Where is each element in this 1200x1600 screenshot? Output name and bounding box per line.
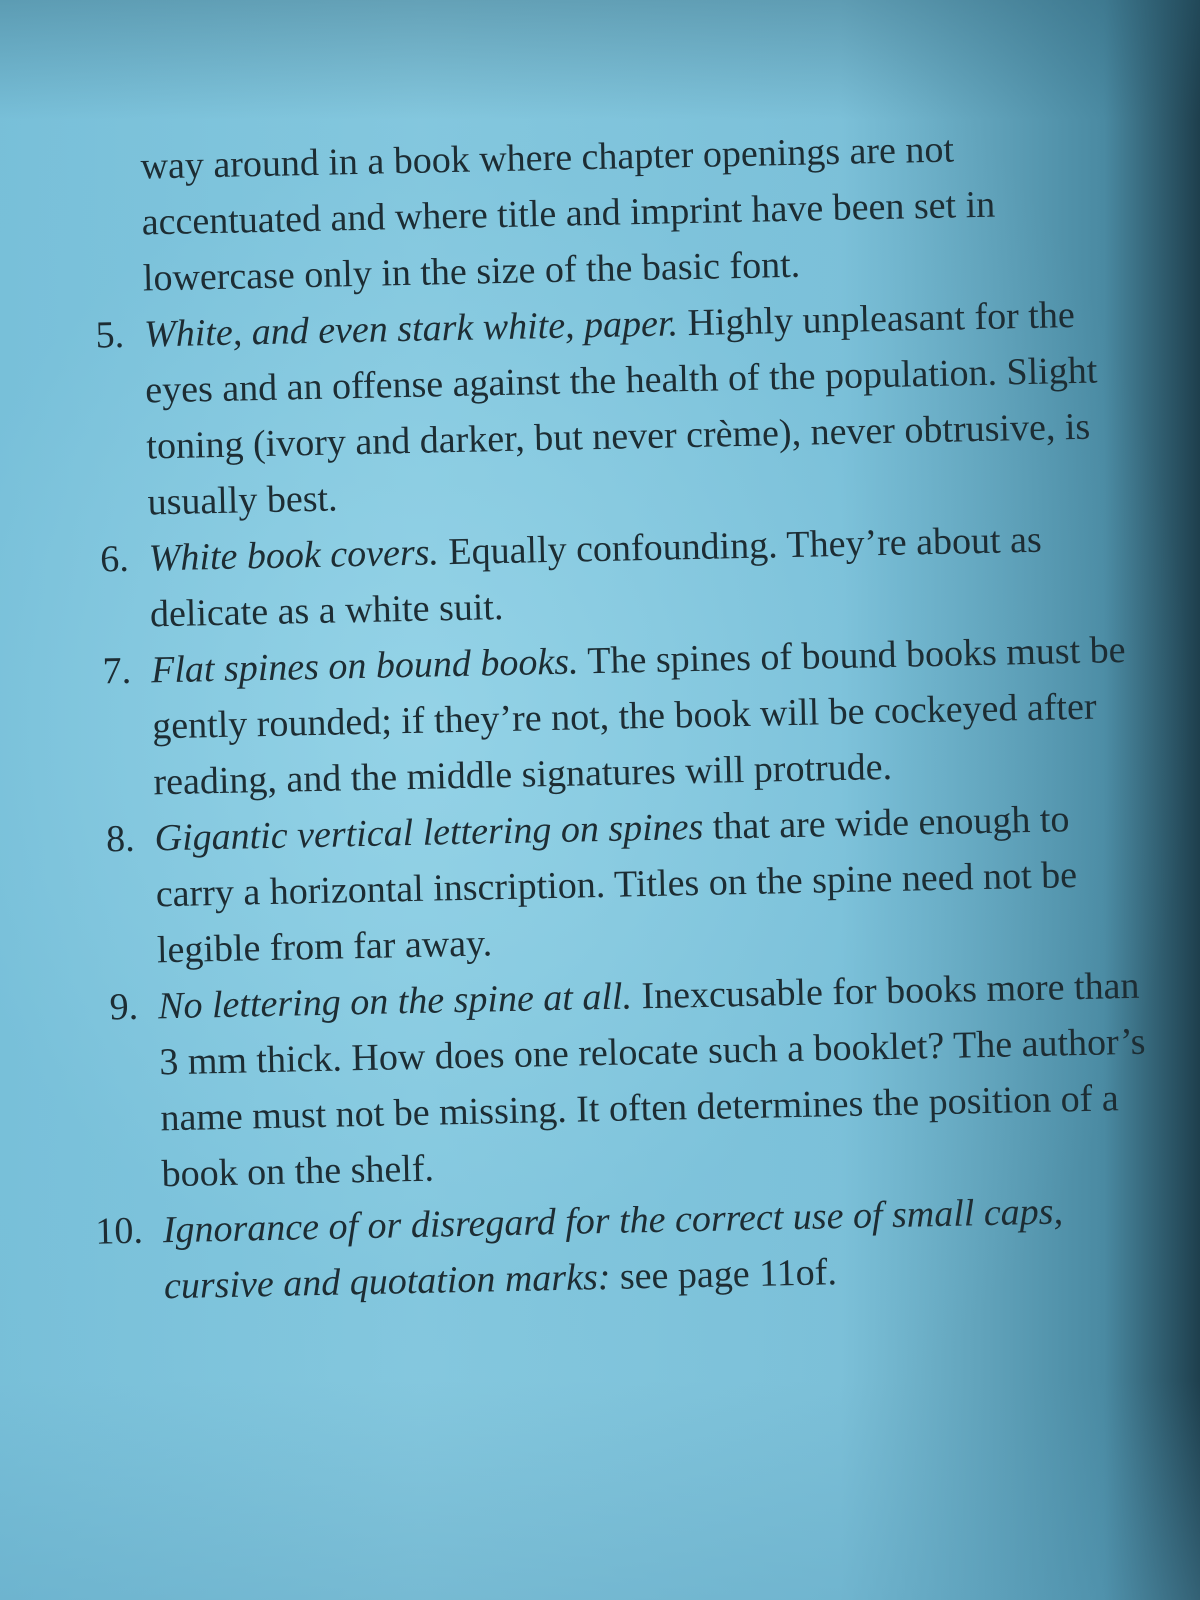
list-number: 7. [102, 649, 132, 693]
list-item-8 [84, 790, 1147, 980]
item-lead: Gigantic vertical lettering on spines [154, 805, 704, 860]
item-lead: Ignorance of or disregard for the correct use of small caps, cursive and quotation marks: [162, 1190, 1064, 1308]
item-body: Highly unpleasant for the eyes and an offense against the health of the population. Slight toning (ivory and darker, but never crème), never obtrusive, is usually best. [144, 294, 1098, 524]
list-number: 6. [99, 537, 130, 581]
item-lead: Flat spines on bound books. [150, 640, 579, 692]
list-number: 5. [95, 313, 125, 357]
item-body: The spines of bound books must be gently rounded; if they’re not, the book will be cockeyed after reading, and the middle signatures will protrude. [151, 629, 1126, 804]
item-lead: White book covers. [148, 531, 440, 580]
item-body: that are wide enough to carry a horizontal inscription. Titles on the spine need not be legible from far away. [155, 798, 1078, 972]
item-lead: No lettering on the spine at all. [157, 975, 633, 1028]
page-shadow-bottom [0, 1380, 1200, 1600]
item-lead: White, and even stark white, paper. [143, 302, 679, 356]
page-shadow-top [0, 0, 1200, 120]
page-text [70, 118, 1154, 1316]
list-number: 8. [105, 817, 136, 861]
list-item-9 [88, 958, 1152, 1204]
list-item-6 [78, 510, 1140, 644]
list-number: 9. [109, 985, 139, 1029]
intro-paragraph: way around in a book where chapter openings are not accentuated and where title and imprint have been set in lowercase only in the size of the basic font. [140, 128, 996, 300]
list-number: 10. [94, 1209, 144, 1253]
item-body: see page 11of. [609, 1251, 838, 1298]
list-item-7 [81, 622, 1144, 812]
item-body: Inexcusable for books more than 3 mm thick. How does one relocate such a booklet? The author’s name must not be missing. It often determines the position of a book on the shelf. [158, 964, 1146, 1196]
list-item-5 [74, 286, 1138, 532]
list-item-10 [92, 1182, 1154, 1316]
item-body: Equally confounding. They’re about as delicate as a white suit. [149, 518, 1043, 636]
